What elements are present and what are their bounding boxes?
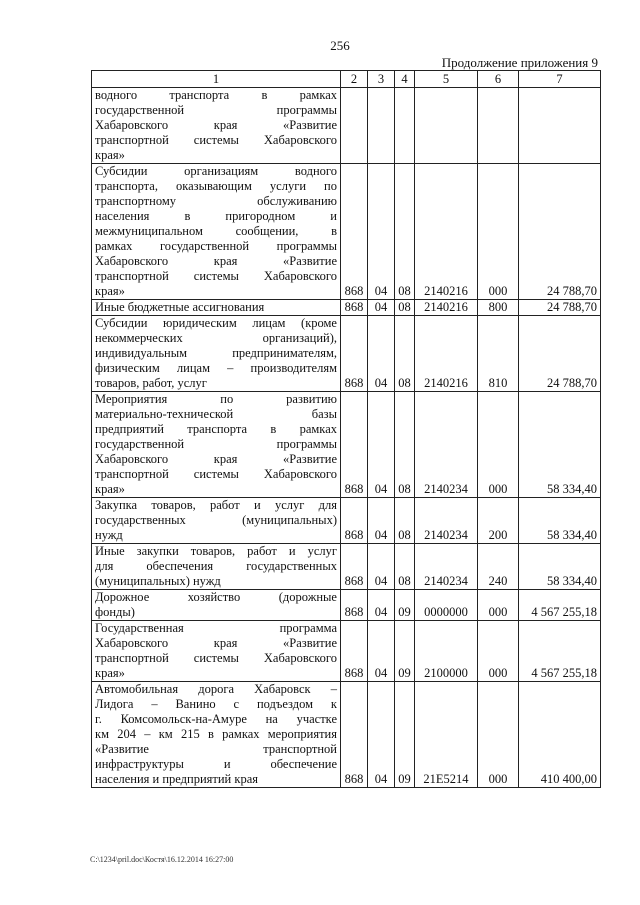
page-number: 256 xyxy=(330,38,350,53)
row-amount: 4 567 255,18 xyxy=(519,621,601,682)
row-target-code: 2140234 xyxy=(415,392,478,498)
row-ministry-code: 868 xyxy=(341,316,368,392)
row-expense-type xyxy=(478,88,519,164)
row-expense-type: 800 xyxy=(478,300,519,316)
row-amount: 58 334,40 xyxy=(519,544,601,590)
column-header-3: 3 xyxy=(368,71,395,88)
row-description: Иные бюджетные ассигнования xyxy=(92,300,341,316)
table-row xyxy=(92,682,601,788)
row-subsection-code: 08 xyxy=(395,164,415,300)
column-header-5: 5 xyxy=(415,71,478,88)
row-section-code: 04 xyxy=(368,682,395,788)
table-row xyxy=(92,590,601,621)
row-target-code xyxy=(415,88,478,164)
row-section-code: 04 xyxy=(368,164,395,300)
row-subsection-code: 09 xyxy=(395,682,415,788)
table-row xyxy=(92,88,601,164)
row-subsection-code: 08 xyxy=(395,300,415,316)
row-target-code: 2140234 xyxy=(415,544,478,590)
table-row xyxy=(92,498,601,544)
row-description: Субсидии организациям водного транспорта, оказывающим услуги по транспортному обслуживанию населения в пригородном и межмуниципальном сообщении, в рамках государственной программы Хабаровского края «Развитие транспортной системы Хабаровского края» xyxy=(92,164,341,300)
row-section-code: 04 xyxy=(368,300,395,316)
row-amount: 58 334,40 xyxy=(519,498,601,544)
row-description: Дорожное хозяйство (дорожные фонды) xyxy=(92,590,341,621)
row-section-code: 04 xyxy=(368,498,395,544)
row-ministry-code: 868 xyxy=(341,164,368,300)
column-header-1: 1 xyxy=(92,71,341,88)
row-ministry-code: 868 xyxy=(341,544,368,590)
row-amount: 58 334,40 xyxy=(519,392,601,498)
table-row xyxy=(92,316,601,392)
row-section-code: 04 xyxy=(368,544,395,590)
row-ministry-code: 868 xyxy=(341,300,368,316)
row-amount: 24 788,70 xyxy=(519,316,601,392)
row-expense-type: 810 xyxy=(478,316,519,392)
row-ministry-code: 868 xyxy=(341,498,368,544)
row-amount: 410 400,00 xyxy=(519,682,601,788)
row-subsection-code: 09 xyxy=(395,590,415,621)
table-row xyxy=(92,164,601,300)
row-section-code xyxy=(368,88,395,164)
row-description: Автомобильная дорога Хабаровск – Лидога – Ванино с подъездом к г. Комсомольск-на-Амуре на участке км 204 – км 215 в рамках мероприятия «Развитие транспортной инфраструктуры и обеспечение населения и предприятий края xyxy=(92,682,341,788)
row-expense-type: 200 xyxy=(478,498,519,544)
row-target-code: 2140216 xyxy=(415,300,478,316)
row-subsection-code: 08 xyxy=(395,392,415,498)
row-expense-type: 000 xyxy=(478,392,519,498)
row-target-code: 2140216 xyxy=(415,316,478,392)
row-section-code: 04 xyxy=(368,316,395,392)
row-expense-type: 000 xyxy=(478,621,519,682)
row-amount xyxy=(519,88,601,164)
row-description: Субсидии юридическим лицам (кроме некоммерческих организаций), индивидуальным предпринимателям, физическим лицам – производителям товаров, работ, услуг xyxy=(92,316,341,392)
row-description: Государственная программа Хабаровского края «Развитие транспортной системы Хабаровского края» xyxy=(92,621,341,682)
row-ministry-code: 868 xyxy=(341,682,368,788)
row-ministry-code: 868 xyxy=(341,392,368,498)
row-section-code: 04 xyxy=(368,392,395,498)
table-row xyxy=(92,544,601,590)
row-target-code: 2140216 xyxy=(415,164,478,300)
row-subsection-code: 08 xyxy=(395,544,415,590)
budget-table xyxy=(91,70,601,788)
row-amount: 24 788,70 xyxy=(519,164,601,300)
row-target-code: 0000000 xyxy=(415,590,478,621)
row-target-code: 21Е5214 xyxy=(415,682,478,788)
row-subsection-code: 08 xyxy=(395,316,415,392)
row-expense-type: 240 xyxy=(478,544,519,590)
row-subsection-code: 09 xyxy=(395,621,415,682)
row-ministry-code xyxy=(341,88,368,164)
footer-file-path: C:\1234\pril.doc\Костя\16.12.2014 16:27:00 xyxy=(90,855,234,864)
row-description: Иные закупки товаров, работ и услуг для обеспечения государственных (муниципальных) нужд xyxy=(92,544,341,590)
column-header-6: 6 xyxy=(478,71,519,88)
row-expense-type: 000 xyxy=(478,164,519,300)
row-description: водного транспорта в рамках государственной программы Хабаровского края «Развитие транспортной системы Хабаровского края» xyxy=(92,88,341,164)
table-row xyxy=(92,392,601,498)
row-expense-type: 000 xyxy=(478,590,519,621)
row-description: Закупка товаров, работ и услуг для государственных (муниципальных) нужд xyxy=(92,498,341,544)
column-header-4: 4 xyxy=(395,71,415,88)
row-section-code: 04 xyxy=(368,590,395,621)
row-subsection-code xyxy=(395,88,415,164)
column-header-7: 7 xyxy=(519,71,601,88)
table-header-row xyxy=(92,71,601,88)
table-row xyxy=(92,621,601,682)
row-ministry-code: 868 xyxy=(341,621,368,682)
row-target-code: 2100000 xyxy=(415,621,478,682)
continuation-label: Продолжение приложения 9 xyxy=(441,55,598,70)
row-section-code: 04 xyxy=(368,621,395,682)
row-ministry-code: 868 xyxy=(341,590,368,621)
column-header-2: 2 xyxy=(341,71,368,88)
row-amount: 24 788,70 xyxy=(519,300,601,316)
row-subsection-code: 08 xyxy=(395,498,415,544)
row-amount: 4 567 255,18 xyxy=(519,590,601,621)
row-expense-type: 000 xyxy=(478,682,519,788)
row-description: Мероприятия по развитию материально-технической базы предприятий транспорта в рамках государственной программы Хабаровского края «Развитие транспортной системы Хабаровского края» xyxy=(92,392,341,498)
table-row xyxy=(92,300,601,316)
row-target-code: 2140234 xyxy=(415,498,478,544)
